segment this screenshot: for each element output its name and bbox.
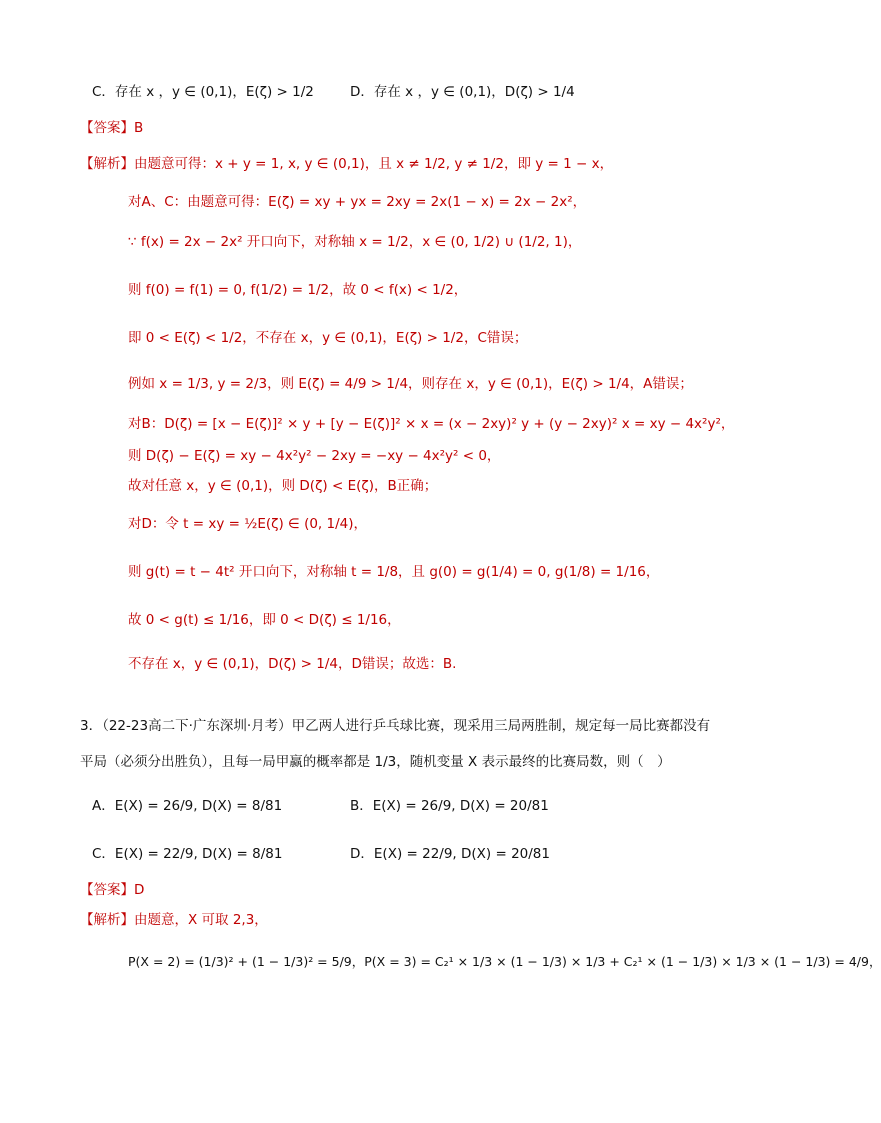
analysis-line: 例如 x = 1/3, y = 2/3，则 E(ζ) = 4/9 > 1/4，则存在 x，y ∈ (0,1)，E(ζ) > 1/4，A错误； <box>128 376 693 392</box>
analysis-line: 则 f(0) = f(1) = 0, f(1/2) = 1/2，故 0 < f(x) < 1/2， <box>128 282 468 298</box>
analysis-line: 即 0 < E(ζ) < 1/2，不存在 x，y ∈ (0,1)，E(ζ) > 1/2，C错误； <box>128 330 528 346</box>
analysis-line: 则 D(ζ) − E(ζ) = xy − 4x²y² − 2xy = −xy − 4x²y² < 0， <box>128 448 501 464</box>
analysis-line: 则 g(t) = t − 4t² 开口向下，对称轴 t = 1/8，且 g(0) = g(1/4) = 0, g(1/8) = 1/16， <box>128 564 660 580</box>
option-c: C．E(X) = 22/9, D(X) = 8/81 <box>92 846 283 862</box>
question-3-stem: 3．（22-23高二下·广东深圳·月考）甲乙两人进行乒乓球比赛，现采用三局两胜制，规定每一局比赛都没有 <box>80 718 711 734</box>
analysis-line: 对B：D(ζ) = [x − E(ζ)]² × y + [y − E(ζ)]² × x = (x − 2xy)² y + (y − 2xy)² x = xy − 4x²y²， <box>128 416 735 432</box>
option-d-prev: D．存在 x ，y ∈ (0,1)，D(ζ) > 1/4 <box>350 84 575 100</box>
answer-label: 【答案】B <box>80 120 144 136</box>
option-d: D．E(X) = 22/9, D(X) = 20/81 <box>350 846 550 862</box>
analysis-line: 不存在 x，y ∈ (0,1)，D(ζ) > 1/4，D错误；故选：B. <box>128 656 457 672</box>
probability-line: P(X = 2) = (1/3)² + (1 − 1/3)² = 5/9，P(X = 3) = C₂¹ × 1/3 × (1 − 1/3) × 1/3 + C₂¹ × (1 − 1/3) × 1/3 × (1 − 1/3) = 4/9， <box>128 954 881 969</box>
answer-label: 【答案】D <box>80 882 145 898</box>
analysis-line: ∵ f(x) = 2x − 2x² 开口向下，对称轴 x = 1/2，x ∈ (0, 1/2) ∪ (1/2, 1)， <box>128 234 582 250</box>
option-c-prev: C．存在 x ，y ∈ (0,1)，E(ζ) > 1/2 <box>92 84 314 100</box>
analysis-line: 对A、C：由题意可得：E(ζ) = xy + yx = 2xy = 2x(1 − x) = 2x − 2x²， <box>128 194 587 210</box>
analysis-line: 【解析】由题意可得：x + y = 1, x, y ∈ (0,1)，且 x ≠ 1/2, y ≠ 1/2，即 y = 1 − x， <box>80 156 614 172</box>
question-3-stem: 平局（必须分出胜负），且每一局甲赢的概率都是 1/3，随机变量 X 表示最终的比赛局数，则（ ） <box>80 754 671 770</box>
analysis-line: 对D：令 t = xy = ½E(ζ) ∈ (0, 1/4)， <box>128 516 368 532</box>
analysis-line: 故对任意 x，y ∈ (0,1)，则 D(ζ) < E(ζ)，B正确； <box>128 478 438 494</box>
option-b: B．E(X) = 26/9, D(X) = 20/81 <box>350 798 549 814</box>
analysis-line: 故 0 < g(t) ≤ 1/16，即 0 < D(ζ) ≤ 1/16， <box>128 612 401 628</box>
option-a: A．E(X) = 26/9, D(X) = 8/81 <box>92 798 283 814</box>
analysis-line: 【解析】由题意，X 可取 2,3， <box>80 912 268 928</box>
